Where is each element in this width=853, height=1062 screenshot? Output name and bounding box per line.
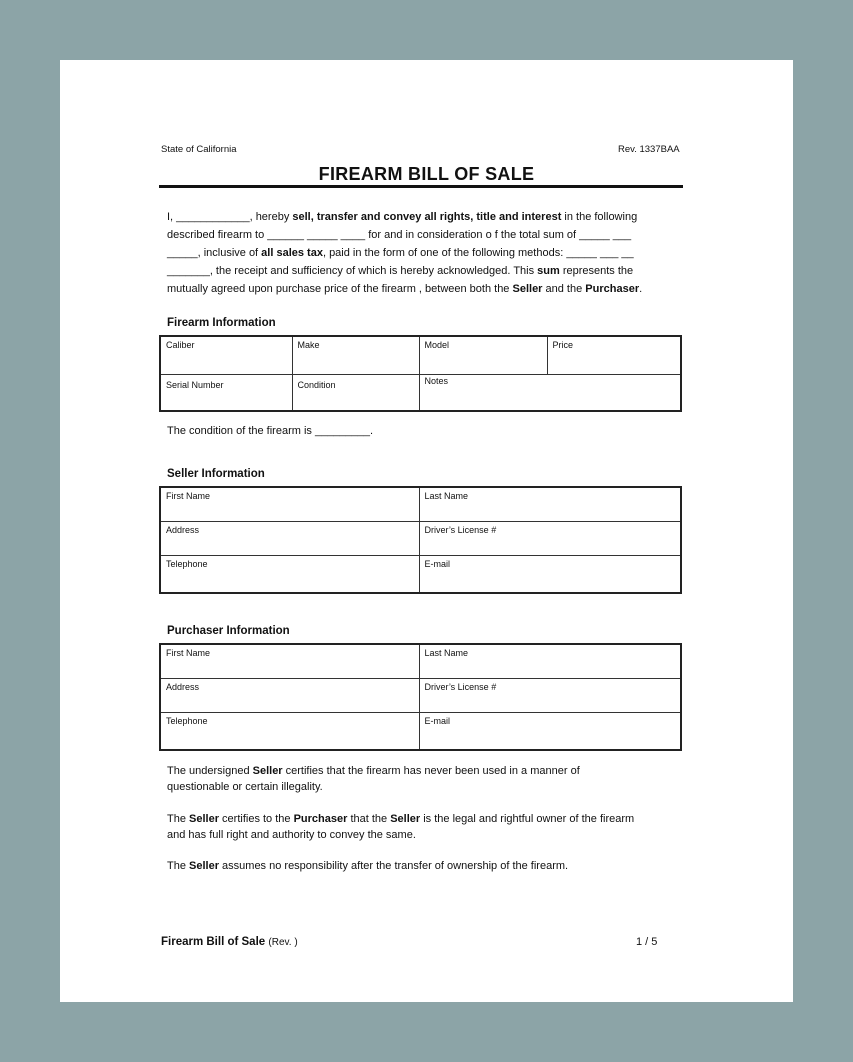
- statement-3: [167, 858, 687, 874]
- intro-bold-text: sum: [537, 265, 560, 277]
- purchaser-first-name-field[interactable]: [160, 644, 419, 678]
- statement-text: The undersigned: [167, 765, 253, 777]
- intro-text: I, ____________, hereby: [167, 211, 293, 223]
- make-label: Make: [297, 340, 320, 350]
- intro-line-4: [167, 262, 687, 280]
- seller-email-field[interactable]: [419, 555, 681, 593]
- purchaser-address-label: Address: [166, 681, 200, 692]
- statement-text: The: [167, 813, 190, 825]
- intro-line-3: [167, 244, 687, 262]
- statement-bold-text: Seller: [189, 813, 219, 825]
- statement-text: and has full right and authority to convey the same.: [167, 829, 416, 841]
- firearm-info-table: [159, 335, 682, 412]
- purchaser-telephone-field[interactable]: [160, 712, 419, 750]
- purchaser-telephone-label: Telephone: [166, 715, 208, 726]
- serial-number-label: Serial Number: [166, 379, 224, 390]
- statement-text: The: [167, 860, 190, 872]
- seller-address-field[interactable]: [160, 521, 419, 555]
- seller-last-name-label: Last Name: [424, 491, 469, 501]
- footer-title: Firearm Bill of Sale: [161, 936, 266, 948]
- intro-bold-text: sell, transfer and convey all rights, title and interest: [292, 211, 562, 223]
- statement-text: questionable or certain illegality.: [167, 781, 323, 793]
- seller-email-label: E-mail: [424, 558, 451, 569]
- statement-text: certifies to the: [218, 813, 294, 825]
- condition-statement: The condition of the firearm is _________.: [167, 425, 374, 437]
- caliber-label: Caliber: [166, 340, 195, 350]
- page-number: 1 / 5: [636, 936, 658, 948]
- seller-first-name-field[interactable]: [160, 487, 419, 521]
- statement-text: certifies that the firearm has never been used in a manner of: [282, 765, 580, 777]
- intro-text: , paid in the form of one of the following methods: _____ ___ __: [322, 247, 634, 259]
- statement-text: that the: [347, 813, 391, 825]
- condition-label: Condition: [297, 379, 336, 390]
- intro-text: _____, inclusive of: [167, 247, 262, 259]
- statement-bold-text: Seller: [252, 765, 283, 777]
- seller-license-label: Driver’s License #: [424, 524, 497, 535]
- document-page: [60, 60, 793, 1002]
- intro-line-2: described firearm to ______ _____ ____ for and in consideration o f the total sum of _____ ___: [167, 229, 632, 241]
- footer-doc-name: [161, 936, 298, 948]
- intro-text: and the: [542, 283, 586, 295]
- statement-bold-text: Seller: [189, 860, 219, 872]
- statement-text: is the legal and rightful owner of the firearm: [420, 813, 635, 825]
- model-label: Model: [424, 340, 450, 350]
- purchaser-last-name-field[interactable]: [419, 644, 681, 678]
- serial-number-field[interactable]: [160, 374, 292, 411]
- purchaser-email-field[interactable]: [419, 712, 681, 750]
- statement-1: [167, 763, 687, 795]
- purchaser-info-title: Purchaser Information: [167, 625, 290, 637]
- seller-telephone-field[interactable]: [160, 555, 419, 593]
- seller-first-name-label: First Name: [166, 491, 211, 501]
- intro-text: .: [639, 283, 643, 295]
- model-field[interactable]: [419, 336, 547, 374]
- state-label: State of California: [161, 144, 237, 155]
- seller-info-table: [159, 486, 682, 594]
- purchaser-license-label: Driver’s License #: [424, 681, 497, 692]
- notes-field[interactable]: [419, 374, 681, 411]
- purchaser-license-field[interactable]: [419, 678, 681, 712]
- price-label: Price: [552, 340, 574, 350]
- make-field[interactable]: [292, 336, 419, 374]
- intro-bold-text: all sales tax: [261, 247, 323, 259]
- statement-bold-text: Seller: [390, 813, 421, 825]
- purchaser-last-name-label: Last Name: [424, 648, 469, 658]
- intro-bold-text: Purchaser: [585, 283, 640, 295]
- intro-text: _______, the receipt and sufficiency of which is hereby acknowledged. This: [167, 265, 538, 277]
- firearm-info-title: Firearm Information: [167, 317, 276, 329]
- intro-text: in the following: [561, 211, 638, 223]
- purchaser-address-field[interactable]: [160, 678, 419, 712]
- seller-info-title: Seller Information: [167, 468, 265, 480]
- statement-text: assumes no responsibility after the transfer of ownership of the firearm.: [218, 860, 569, 872]
- statement-2: [167, 811, 687, 843]
- purchaser-email-label: E-mail: [424, 715, 451, 726]
- intro-line-1: [167, 208, 687, 226]
- statement-bold-text: Purchaser: [293, 813, 348, 825]
- intro-line-5: [167, 280, 687, 298]
- seller-last-name-field[interactable]: [419, 487, 681, 521]
- purchaser-info-table: [159, 643, 682, 751]
- revision-label: Rev. 1337BAA: [618, 144, 680, 155]
- intro-text: represents the: [559, 265, 634, 277]
- caliber-field[interactable]: [160, 336, 292, 374]
- seller-address-label: Address: [166, 524, 200, 535]
- intro-bold-text: Seller: [512, 283, 543, 295]
- purchaser-first-name-label: First Name: [166, 648, 211, 658]
- title-rule: [159, 185, 683, 188]
- seller-telephone-label: Telephone: [166, 558, 208, 569]
- price-field[interactable]: [547, 336, 681, 374]
- seller-license-field[interactable]: [419, 521, 681, 555]
- condition-field[interactable]: [292, 374, 419, 411]
- document-title: FIREARM BILL OF SALE: [318, 164, 535, 184]
- notes-label: Notes: [424, 375, 449, 386]
- intro-text: mutually agreed upon purchase price of the firearm , between both the: [167, 283, 513, 295]
- footer-revision: (Rev. ): [268, 937, 298, 948]
